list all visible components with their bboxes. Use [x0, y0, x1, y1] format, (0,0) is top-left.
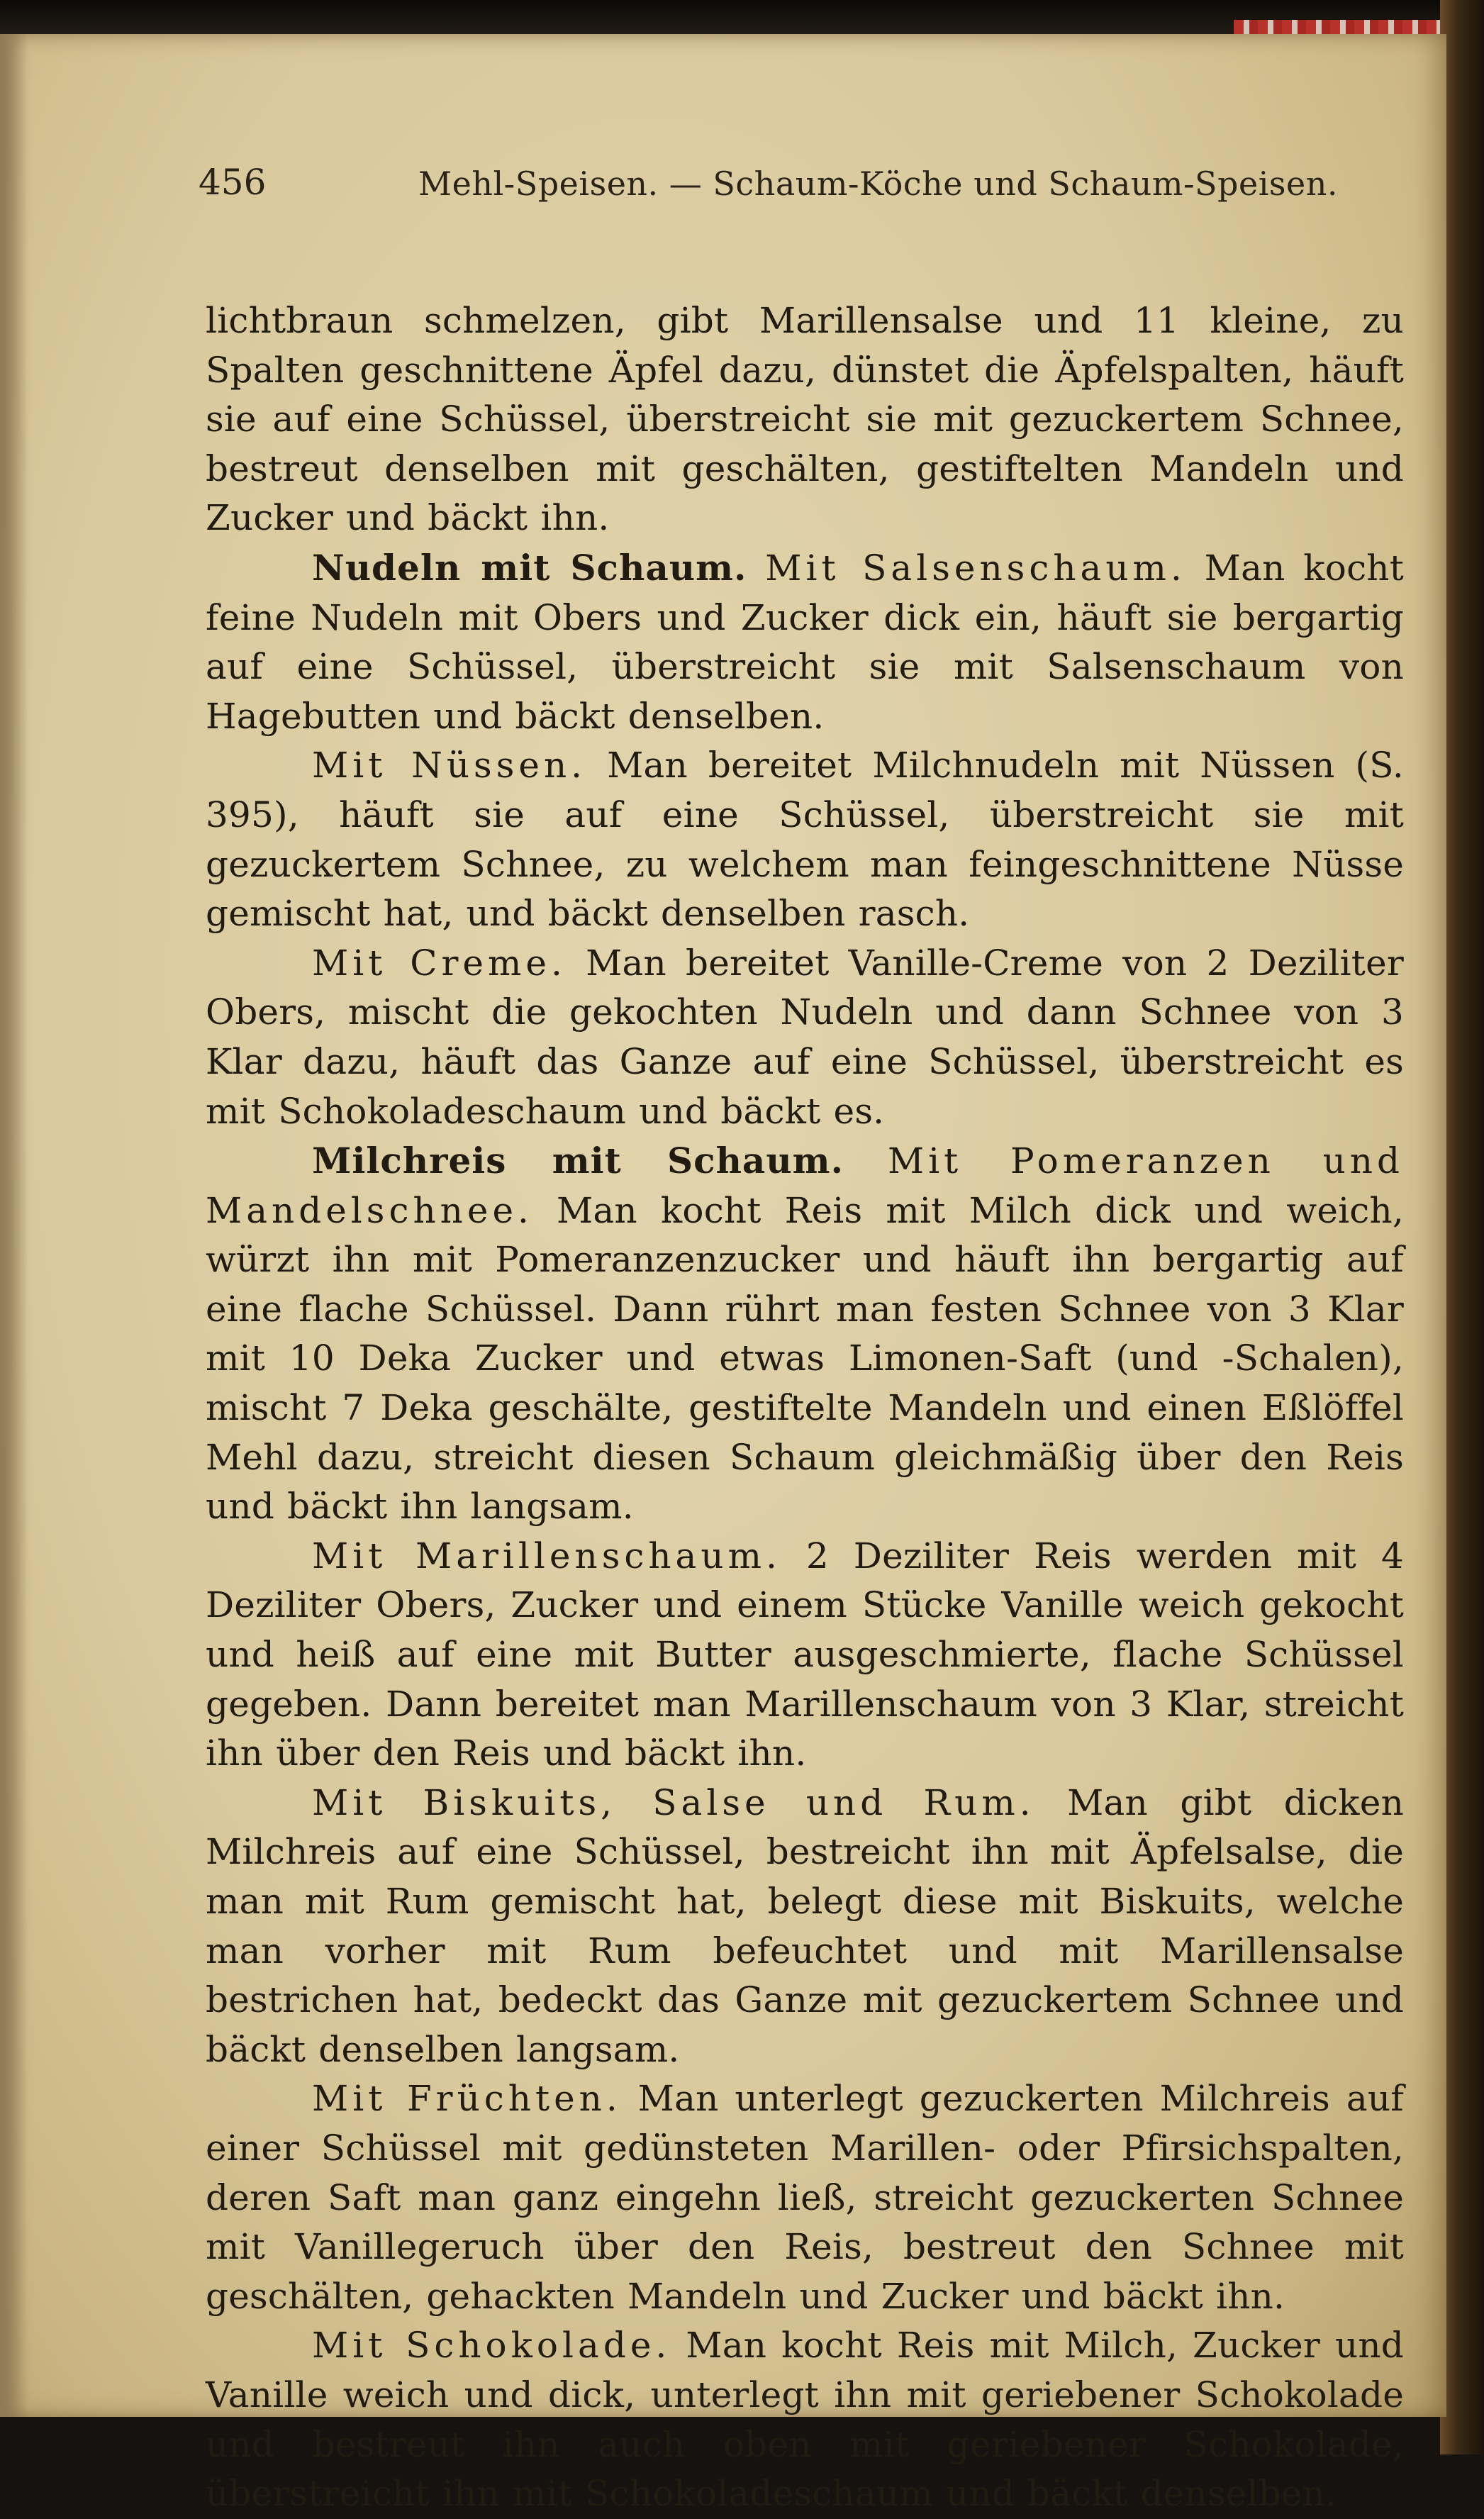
variant-title: Mit Marillenschaum.: [312, 1535, 781, 1577]
variant-title: Mit Creme.: [312, 942, 567, 984]
paragraph-continuation: [206, 296, 1404, 543]
running-title: Mehl-Speisen. — Schaum-Köche und Schaum-Speisen.: [418, 165, 1338, 203]
variant-mit-schokolade: [206, 2321, 1404, 2518]
paragraph-text: 2 Deziliter Reis werden mit 4 Deziliter Obers, Zucker und einem Stücke Vanille weich gekocht und heiß auf eine mit Butter ausgeschmierte, flache Schüssel gegeben. Dann bereitet man Marillenschaum von 3 Klar, streicht ihn über den Reis und bäckt ihn.: [206, 1535, 1404, 1774]
variant-title: Mit Biskuits, Salse und Rum.: [312, 1781, 1035, 1823]
variant-title: Mit Salsenschaum.: [765, 547, 1186, 589]
paragraph-text: lichtbraun schmelzen, gibt Marillensalse und 11 kleine, zu Spalten geschnittene Äpfel dazu, dünstet die Äpfelspalten, häuft sie auf eine Schüssel, überstreicht sie mit gezuckertem Schnee, bestreut denselben mit geschälten, gestiftelten Mandeln und Zucker und bäckt ihn.: [206, 300, 1404, 539]
paragraph-text: Man kocht Reis mit Milch dick und weich, würzt ihn mit Pomeranzenzucker und häuft ihn bergartig auf eine flache Schüssel. Dann rührt man festen Schnee von 3 Klar mit 10 Deka Zucker und etwas Limonen-Saft (und -Schalen), mischt 7 Deka geschälte, gestiftelte Mandeln und einen Eßlöffel Mehl dazu, streicht diesen Schaum gleichmäßig über den Reis und bäckt ihn langsam.: [206, 1189, 1404, 1528]
paragraph-text: Man unterlegt gezuckerten Milchreis auf einer Schüssel mit gedünsteten Marillen- oder Pfirsichspalten, deren Saft man ganz eingehn ließ, streicht gezuckerten Schnee mit Vanillegeruch über den Reis, bestreut den Schnee mit geschälten, gehackten Mandeln und Zucker und bäckt ihn.: [206, 2078, 1405, 2317]
recipe-milchreis-mit-schaum: [206, 1136, 1404, 1532]
paragraph-text: Man gibt dicken Milchreis auf eine Schüssel, bestreicht ihn mit Äpfelsalse, die man mit Rum gemischt hat, belegt diese mit Biskuits, welche man vorher mit Rum befeuchtet und mit Marillensalse bestrichen hat, bedeckt das Ganze mit gezuckertem Schnee und bäckt denselben langsam.: [206, 1781, 1404, 2070]
recipe-nudeln-mit-schaum: [206, 543, 1404, 741]
book-edge-right: [1440, 0, 1484, 2454]
book-page: [0, 34, 1446, 2515]
page-gutter: [0, 34, 28, 2417]
paragraph-text: Man bereitet Vanille-Creme von 2 Deziliter Obers, mischt die gekochten Nudeln und dann Schnee von 3 Klar dazu, häuft das Ganze auf eine Schüssel, überstreicht es mit Schokoladeschaum und bäckt es.: [206, 942, 1404, 1132]
recipe-heading: Milchreis mit Schaum.: [312, 1140, 844, 1182]
variant-title: Mit Früchten.: [312, 2078, 622, 2120]
variant-title: Mit Nüssen.: [312, 745, 587, 786]
page-number: 456: [199, 162, 267, 203]
variant-mit-marillenschaum: [206, 1532, 1404, 1779]
variant-mit-nuessen: [206, 741, 1404, 938]
variant-title: Mit Pomeranzen und Mandelschnee.: [206, 1140, 1404, 1231]
paragraph-text: Man kocht feine Nudeln mit Obers und Zucker dick ein, häuft sie bergartig auf eine Schüssel, überstreicht sie mit Salsenschaum von Hagebutten und bäckt denselben.: [206, 547, 1405, 737]
paragraph-text: Man kocht Reis mit Milch, Zucker und Vanille weich und dick, unterlegt ihn mit geriebener Schokolade und bestreut ihn auch oben mit geriebener Schokolade, überstreicht ihn mit Schokoladeschaum und bäckt denselben.: [206, 2325, 1404, 2515]
variant-title: Mit Schokolade.: [312, 2325, 671, 2367]
recipe-heading: Nudeln mit Schaum.: [312, 546, 747, 589]
variant-mit-biskuits: [206, 1779, 1404, 2075]
paragraph-text: Man bereitet Milchnudeln mit Nüssen (S. 395), häuft sie auf eine Schüssel, überstreicht sie mit gezuckertem Schnee, zu welchem man feingeschnittene Nüsse gemischt hat, und bäckt denselben rasch.: [206, 745, 1405, 935]
variant-mit-creme: [206, 939, 1404, 1136]
page-header: [199, 162, 1404, 211]
variant-mit-fruechten: [206, 2074, 1404, 2321]
body-text: [206, 296, 1404, 2519]
